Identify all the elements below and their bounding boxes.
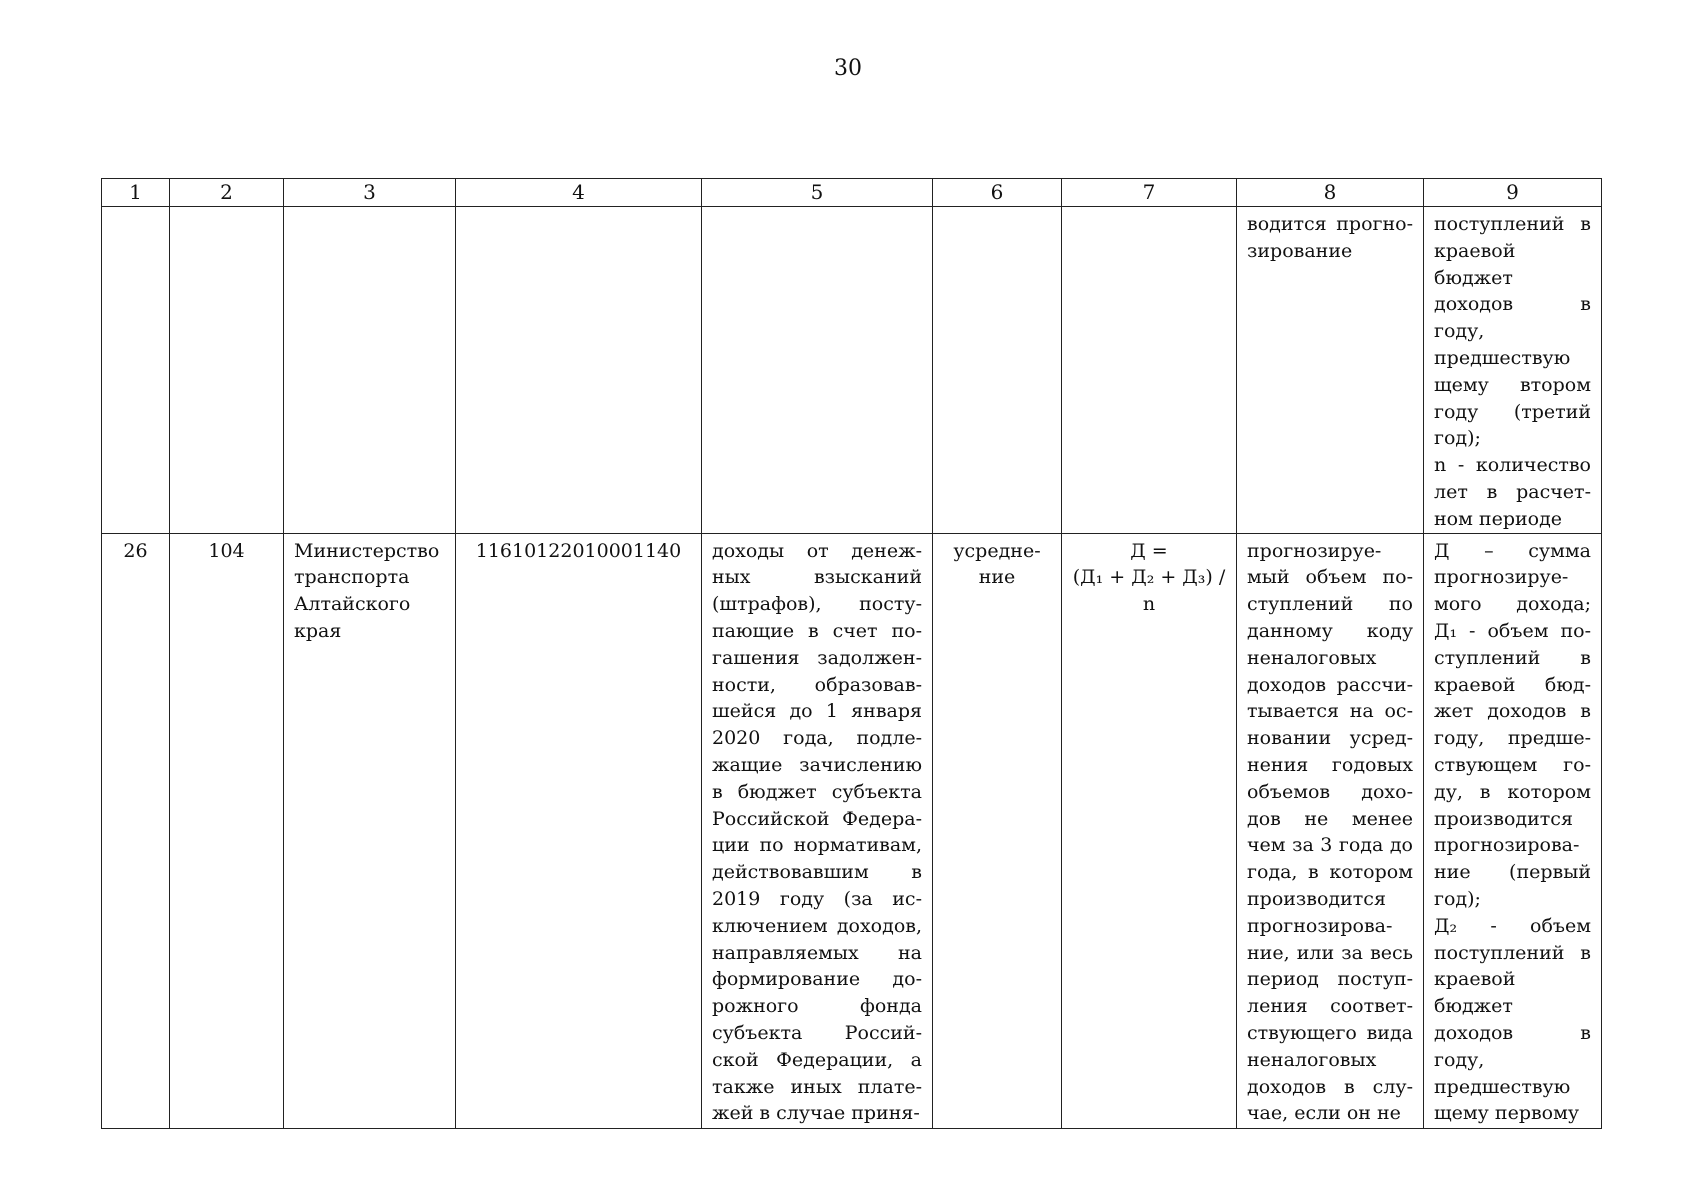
cell-text-line: год); — [1434, 887, 1481, 910]
cell-text-line: ности, образовав- — [712, 673, 922, 696]
cell-text-line: года, в котором — [1247, 861, 1413, 884]
cell-text-line: ключением доходов, — [712, 914, 922, 937]
cell-text-line: ступлений в — [1434, 646, 1591, 669]
cell-empty — [702, 207, 933, 534]
cell-text-line: ления соответ- — [1247, 995, 1413, 1018]
cell-text-line: в бюджет субъекта — [712, 780, 922, 803]
cell-text-line: краевой бюд- — [1434, 673, 1591, 696]
cell-text-line: n — [1142, 593, 1156, 616]
cell-text-line: Д = — [1130, 539, 1168, 562]
cell-empty — [102, 207, 170, 534]
cell-text-line: ных взысканий — [712, 566, 922, 589]
cell-text-line: действовавшим в — [712, 861, 922, 884]
cell-text-line: нения годовых — [1247, 753, 1413, 776]
cell-text-line: пающие в счет по- — [712, 619, 922, 642]
cell-text-line: производится — [1247, 887, 1386, 910]
row-number-cell: 26 — [102, 533, 170, 1128]
cell-text-line: год); — [1434, 427, 1481, 450]
cell-text-line: году, — [1434, 1048, 1485, 1071]
cell-text-line: прогнозируе- — [1434, 566, 1569, 589]
cell-text-line: (штрафов), посту- — [712, 593, 922, 616]
cell-text-line: ние (первый — [1434, 861, 1591, 884]
column-header-3: 3 — [284, 179, 456, 207]
cell-text-line: доходов рассчи- — [1247, 673, 1413, 696]
column-header-2: 2 — [170, 179, 284, 207]
revenue-description-cell — [702, 533, 933, 1128]
cell-text-line: тывается на ос- — [1247, 700, 1413, 723]
cell-text-line: Д₂ - объем — [1434, 914, 1591, 937]
cell-text-line: Д₁ - объем по- — [1434, 619, 1591, 642]
cell-text-line: щему втором — [1434, 373, 1591, 396]
cell-text-line: усредне- — [953, 539, 1041, 562]
column-header-5: 5 — [702, 179, 933, 207]
cell-text-line: прогнозируе- — [1247, 539, 1382, 562]
cell-text-line: ду, в котором — [1434, 780, 1591, 803]
cell-text-line: бюджет — [1434, 266, 1513, 289]
cont-formula-legend-cell — [1424, 207, 1602, 534]
cell-text-line: году, предше- — [1434, 727, 1591, 750]
cell-text-line: ции по нормативам, — [712, 834, 922, 857]
cell-text-line: мый объем по- — [1247, 566, 1413, 589]
column-header-8: 8 — [1237, 179, 1424, 207]
cell-text-line: рожного фонда — [712, 995, 922, 1018]
formula-legend-cell — [1424, 533, 1602, 1128]
cell-text-line: чае, если он не — [1247, 1102, 1401, 1125]
cell-text-line: гашения задолжен- — [712, 646, 922, 669]
cell-text-line: ствующем го- — [1434, 753, 1591, 776]
cell-empty — [933, 207, 1062, 534]
cell-text-line: жей в случае приня- — [712, 1102, 920, 1125]
cell-text-line: шейся до 1 января — [712, 700, 922, 723]
cell-text-line: ской Федерации, а — [712, 1048, 922, 1071]
cell-text-line: поступлений в — [1434, 213, 1591, 235]
cell-text-line: производится — [1434, 807, 1573, 830]
cell-text-line: доходы от денеж- — [712, 539, 922, 562]
cell-text-line: краевой — [1434, 239, 1516, 262]
administrator-name-cell: Министерство транспорта Алтайского края — [284, 533, 456, 1128]
column-header-6: 6 — [933, 179, 1062, 207]
cell-text-line: ние — [978, 566, 1016, 589]
cell-text-line: неналоговых — [1247, 646, 1377, 669]
header-row — [102, 179, 1602, 207]
cell-text-line: также иных плате- — [712, 1075, 922, 1098]
cell-text-line: чем за 3 года до — [1247, 834, 1413, 857]
cell-text-line: водится прогно- — [1247, 213, 1413, 235]
cell-text-line: бюджет — [1434, 995, 1513, 1018]
cell-text-line: формирование до- — [712, 968, 922, 991]
page-number: 30 — [834, 56, 862, 81]
cell-text-line: данному коду — [1247, 619, 1413, 642]
cell-text-line: мого дохода; — [1434, 593, 1591, 616]
kbk-code-cell: 11610122010001140 — [456, 533, 702, 1128]
cell-text-line: зирование — [1247, 239, 1353, 262]
cell-text-line: 2019 году (за ис- — [712, 887, 922, 910]
revenue-forecast-table — [101, 178, 1602, 1129]
cell-text-line: новании усред- — [1247, 727, 1413, 750]
continuation-row — [102, 207, 1602, 534]
cell-text-line: жет доходов в — [1434, 700, 1591, 723]
cell-empty — [456, 207, 702, 534]
cell-text-line: субъекта Россий- — [712, 1021, 922, 1044]
cell-empty — [284, 207, 456, 534]
cont-method-description-cell — [1237, 207, 1424, 534]
cell-text-line: Д – сумма — [1434, 539, 1591, 562]
cell-text-line: ном периоде — [1434, 507, 1563, 530]
calculation-method-cell — [933, 533, 1062, 1128]
admin-code-cell: 104 — [170, 533, 284, 1128]
column-header-7: 7 — [1062, 179, 1237, 207]
cell-text-line: ствующего вида — [1247, 1021, 1413, 1044]
cell-text-line: лет в расчет- — [1434, 480, 1591, 503]
column-header-9: 9 — [1424, 179, 1602, 207]
table-row-26 — [102, 533, 1602, 1128]
formula-cell — [1062, 533, 1237, 1128]
cell-text-line: объемов дохо- — [1247, 780, 1413, 803]
column-header-1: 1 — [102, 179, 170, 207]
cell-empty — [1062, 207, 1237, 534]
cell-text-line: прогнозирова- — [1247, 914, 1393, 937]
cell-text-line: дов не менее — [1247, 807, 1413, 830]
cell-text-line: предшествую — [1434, 1075, 1571, 1098]
cell-text-line: ние, или за весь — [1247, 941, 1413, 964]
cell-text-line: краевой — [1434, 968, 1516, 991]
cell-text-line: щему первому — [1434, 1102, 1580, 1125]
cell-empty — [170, 207, 284, 534]
cell-text-line: неналоговых — [1247, 1048, 1377, 1071]
cell-text-line: жащие зачислению — [712, 753, 922, 776]
cell-text-line: направляемых на — [712, 941, 922, 964]
cell-text-line: доходов в слу- — [1247, 1075, 1413, 1098]
cell-text-line: 2020 года, подле- — [712, 727, 922, 750]
cell-text-line: ступлений по — [1247, 593, 1413, 616]
cell-text-line: поступлений в — [1434, 941, 1591, 964]
cell-text-line: году (третий — [1434, 400, 1591, 423]
cell-text-line: Российской Федера- — [712, 807, 922, 830]
cell-text-line: году, — [1434, 320, 1485, 343]
cell-text-line: период поступ- — [1247, 968, 1413, 991]
cell-text-line: доходов в — [1434, 1021, 1591, 1044]
column-header-4: 4 — [456, 179, 702, 207]
cell-text-line: предшествую — [1434, 346, 1571, 369]
cell-text-line: прогнозирова- — [1434, 834, 1580, 857]
cell-text-line: доходов в — [1434, 293, 1591, 316]
cell-text-line: (Д₁ + Д₂ + Д₃) / — [1072, 566, 1226, 589]
cell-text-line: n - количество — [1434, 454, 1591, 477]
method-description-cell — [1237, 533, 1424, 1128]
